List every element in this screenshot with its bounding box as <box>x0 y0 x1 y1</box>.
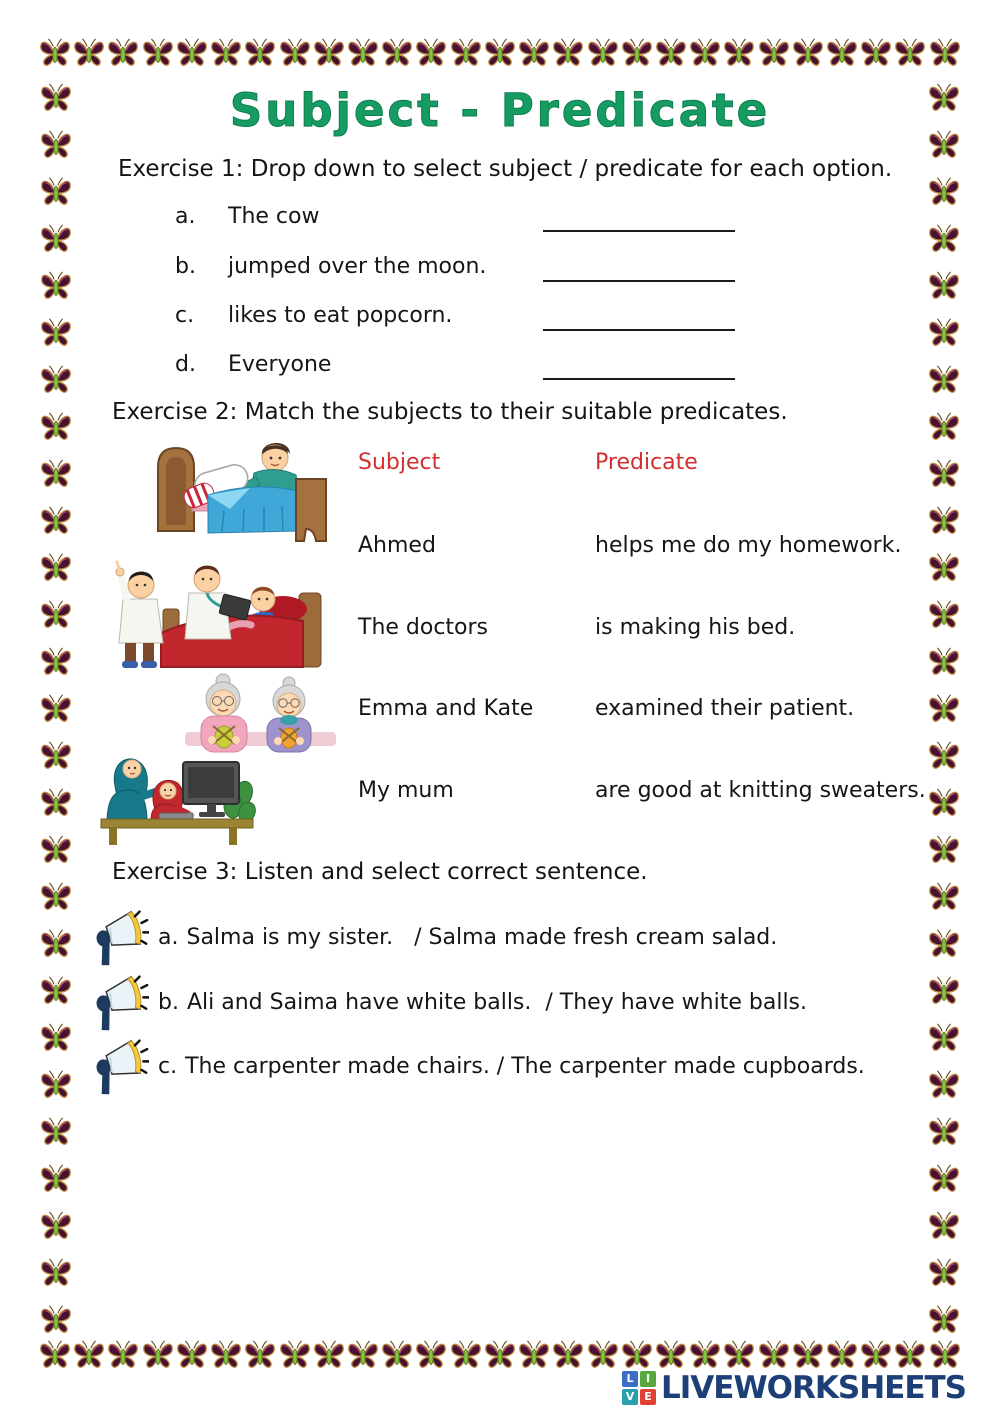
subject-column-header: Subject <box>358 450 441 475</box>
audio-megaphone-icon[interactable] <box>83 973 149 1035</box>
liveworksheets-logo-text: LIVEWORKSHEETS <box>661 1370 966 1406</box>
butterfly-icon <box>825 37 859 71</box>
exercise2-heading: Exercise 2: Match the subjects to their suitable predicates. <box>112 399 788 425</box>
answer-dropdown-blank[interactable] <box>543 280 735 282</box>
butterfly-icon <box>654 1339 688 1373</box>
butterfly-icon <box>39 1116 73 1150</box>
butterfly-icon <box>893 1339 927 1373</box>
item-letter: b. <box>175 254 196 279</box>
sentence-text[interactable]: Salma is my sister. / Salma made fresh cream salad. <box>186 925 778 950</box>
exercise3-heading: Exercise 3: Listen and select correct sentence. <box>112 859 648 885</box>
butterfly-icon <box>278 1339 312 1373</box>
butterfly-icon <box>243 1339 277 1373</box>
butterfly-icon <box>39 646 73 680</box>
butterfly-icon <box>39 552 73 586</box>
butterfly-icon <box>927 1304 961 1338</box>
exercise1-heading: Exercise 1: Drop down to select subject / predicate for each option. <box>118 156 893 182</box>
butterfly-icon <box>722 37 756 71</box>
sentence-text[interactable]: The carpenter made chairs. / The carpenter made cupboards. <box>185 1054 865 1079</box>
subject-option[interactable]: The doctors <box>358 615 489 640</box>
logo-square-l: L <box>622 1371 638 1387</box>
item-text: likes to eat popcorn. <box>228 303 453 328</box>
butterfly-icon <box>39 458 73 492</box>
page-title: Subject - Predicate <box>229 84 771 137</box>
butterfly-border-bottom <box>38 1339 962 1373</box>
butterfly-icon <box>791 1339 825 1373</box>
butterfly-icon <box>927 881 961 915</box>
butterfly-icon <box>39 505 73 539</box>
exercise1-row <box>0 204 1000 236</box>
predicate-option[interactable]: helps me do my homework. <box>595 533 902 558</box>
butterfly-icon <box>722 1339 756 1373</box>
butterfly-icon <box>620 37 654 71</box>
butterfly-icon <box>39 1257 73 1291</box>
butterfly-icon <box>39 411 73 445</box>
item-letter: a. <box>175 204 196 229</box>
butterfly-icon <box>551 1339 585 1373</box>
butterfly-icon <box>688 37 722 71</box>
butterfly-icon <box>927 411 961 445</box>
doctors-examining-patient-image <box>105 545 333 673</box>
item-text: Everyone <box>228 352 332 377</box>
listen-sentence-option[interactable] <box>158 990 807 1015</box>
butterfly-icon <box>893 37 927 71</box>
logo-square-v: V <box>622 1389 638 1405</box>
butterfly-icon <box>927 834 961 868</box>
butterfly-icon <box>927 928 961 962</box>
butterfly-icon <box>38 37 72 71</box>
answer-dropdown-blank[interactable] <box>543 230 735 232</box>
butterfly-icon <box>586 37 620 71</box>
exercise1-row <box>0 254 1000 286</box>
butterfly-icon <box>483 37 517 71</box>
butterfly-icon <box>380 1339 414 1373</box>
predicate-option[interactable]: examined their patient. <box>595 696 855 721</box>
butterfly-icon <box>39 1022 73 1056</box>
butterfly-icon <box>39 1304 73 1338</box>
butterfly-icon <box>449 37 483 71</box>
butterfly-icon <box>551 37 585 71</box>
butterfly-icon <box>39 740 73 774</box>
butterfly-icon <box>927 1163 961 1197</box>
butterfly-icon <box>175 1339 209 1373</box>
butterfly-icon <box>859 37 893 71</box>
butterfly-icon <box>688 1339 722 1373</box>
item-text: jumped over the moon. <box>228 254 487 279</box>
boy-making-bed-image <box>148 433 333 545</box>
butterfly-icon <box>517 37 551 71</box>
butterfly-icon <box>39 834 73 868</box>
listen-sentence-option[interactable] <box>158 1054 865 1079</box>
butterfly-icon <box>39 928 73 962</box>
item-letter: c. <box>158 1054 178 1079</box>
butterfly-icon <box>927 1022 961 1056</box>
butterfly-icon <box>927 1210 961 1244</box>
butterfly-icon <box>927 552 961 586</box>
butterfly-icon <box>72 1339 106 1373</box>
liveworksheets-logo-squares <box>622 1371 657 1406</box>
butterfly-icon <box>39 1163 73 1197</box>
audio-megaphone-icon[interactable] <box>83 908 149 970</box>
butterfly-icon <box>39 975 73 1009</box>
subject-option[interactable]: Emma and Kate <box>358 696 534 721</box>
butterfly-icon <box>927 975 961 1009</box>
subject-option[interactable]: Ahmed <box>358 533 436 558</box>
subject-option[interactable]: My mum <box>358 778 454 803</box>
butterfly-icon <box>586 1339 620 1373</box>
butterfly-icon <box>414 37 448 71</box>
butterfly-icon <box>175 37 209 71</box>
butterfly-icon <box>39 1069 73 1103</box>
butterfly-icon <box>757 1339 791 1373</box>
butterfly-icon <box>414 1339 448 1373</box>
butterfly-icon <box>449 1339 483 1373</box>
item-letter: c. <box>175 303 195 328</box>
butterfly-icon <box>927 646 961 680</box>
answer-dropdown-blank[interactable] <box>543 378 735 380</box>
butterfly-icon <box>312 1339 346 1373</box>
butterfly-icon <box>243 37 277 71</box>
butterfly-icon <box>927 787 961 821</box>
predicate-column-header: Predicate <box>595 450 698 475</box>
logo-square-i: I <box>640 1371 656 1387</box>
butterfly-icon <box>278 37 312 71</box>
butterfly-icon <box>654 37 688 71</box>
butterfly-icon <box>39 881 73 915</box>
butterfly-icon <box>620 1339 654 1373</box>
predicate-option[interactable]: is making his bed. <box>595 615 796 640</box>
butterfly-icon <box>517 1339 551 1373</box>
butterfly-icon <box>380 37 414 71</box>
mum-and-child-at-computer-image <box>95 728 263 846</box>
butterfly-icon <box>141 37 175 71</box>
butterfly-icon <box>791 37 825 71</box>
answer-dropdown-blank[interactable] <box>543 329 735 331</box>
butterfly-icon <box>927 693 961 727</box>
butterfly-border-top <box>38 37 962 71</box>
butterfly-icon <box>312 37 346 71</box>
butterfly-icon <box>927 1069 961 1103</box>
butterfly-icon <box>141 1339 175 1373</box>
butterfly-icon <box>927 458 961 492</box>
butterfly-icon <box>927 505 961 539</box>
butterfly-icon <box>927 1257 961 1291</box>
audio-megaphone-icon[interactable] <box>83 1037 149 1099</box>
exercise1-row <box>0 352 1000 384</box>
butterfly-icon <box>928 1339 962 1373</box>
butterfly-icon <box>928 37 962 71</box>
butterfly-icon <box>39 1210 73 1244</box>
liveworksheets-logo[interactable] <box>622 1370 966 1406</box>
listen-sentence-option[interactable] <box>158 925 777 950</box>
item-letter: a. <box>158 925 179 950</box>
butterfly-icon <box>106 1339 140 1373</box>
butterfly-icon <box>927 1116 961 1150</box>
sentence-text[interactable]: Ali and Saima have white balls. / They have white balls. <box>186 990 808 1015</box>
item-letter: d. <box>175 352 196 377</box>
item-letter: b. <box>158 990 179 1015</box>
butterfly-icon <box>39 599 73 633</box>
butterfly-icon <box>38 1339 72 1373</box>
butterfly-icon <box>39 787 73 821</box>
butterfly-icon <box>72 37 106 71</box>
butterfly-icon <box>927 740 961 774</box>
butterfly-icon <box>757 37 791 71</box>
logo-square-e: E <box>640 1389 656 1405</box>
butterfly-icon <box>927 599 961 633</box>
item-text: The cow <box>228 204 320 229</box>
butterfly-icon <box>483 1339 517 1373</box>
butterfly-icon <box>209 1339 243 1373</box>
butterfly-icon <box>346 1339 380 1373</box>
butterfly-icon <box>346 37 380 71</box>
butterfly-icon <box>39 693 73 727</box>
predicate-option[interactable]: are good at knitting sweaters. <box>595 778 926 803</box>
butterfly-icon <box>106 37 140 71</box>
butterfly-icon <box>859 1339 893 1373</box>
exercise1-row <box>0 303 1000 335</box>
butterfly-icon <box>825 1339 859 1373</box>
butterfly-icon <box>209 37 243 71</box>
